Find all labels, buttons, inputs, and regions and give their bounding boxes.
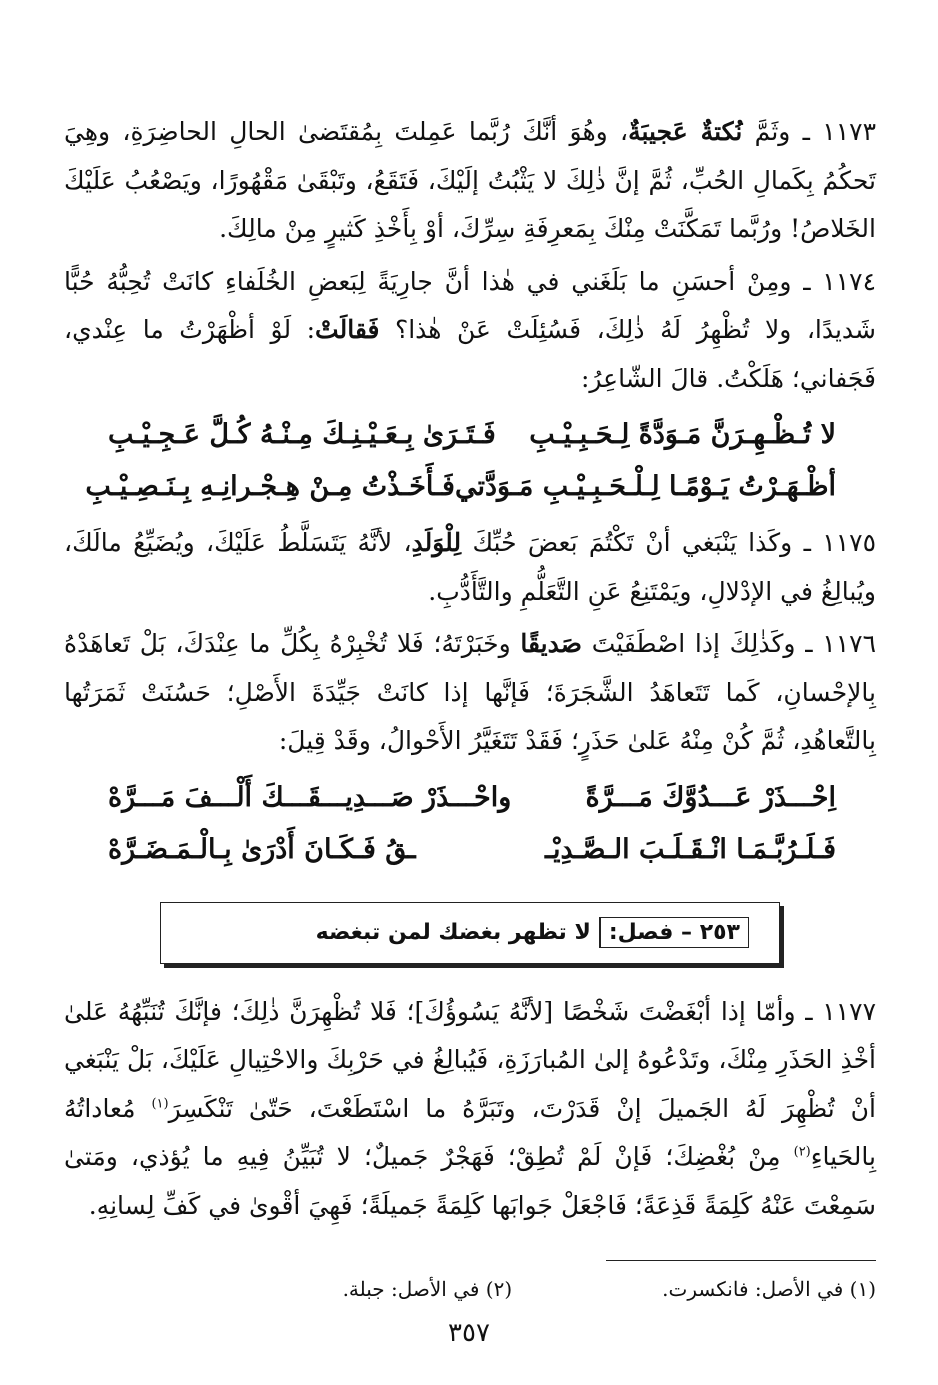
bold-phrase: صَديقًا xyxy=(520,629,582,658)
footnote-marker: (٢) xyxy=(793,1144,811,1160)
bold-phrase: لِلْوَلَدِ xyxy=(411,528,462,557)
poem-verse xyxy=(64,461,876,513)
section-number: ٢٥٣ – فصل: xyxy=(599,917,749,948)
poem-block xyxy=(64,409,876,513)
page-number: ٣٥٧ xyxy=(448,1318,490,1348)
footnote-divider xyxy=(606,1260,876,1261)
poem-verse xyxy=(64,772,876,824)
verse-second-hemistich: ـقُ فَـكَـانَ أَدْرَىٰ بِـالْـمَـضَـرَّهْ xyxy=(108,833,416,865)
bold-phrase: نُكتةٌ عَجيبَةٌ xyxy=(628,117,743,146)
footnote-marker: (١) xyxy=(151,1096,169,1112)
verse-first-hemistich: أظْـهَـرْتُ يَـوْمًـا لِـلْـحَـبِـيْـبِ مَـوَدَّتي xyxy=(454,471,836,502)
paragraph-1177: ١١٧٧ ـ وأمّا إذا أبْغَضْتَ شَخْصًا [لأنَّهُ يَسُوؤُكَ]؛ فَلا تُظْهِرَنَّ ذٰلِكَ؛ فإنَّكَ تُنَبِّهُهُ عَلىٰ أخْذِ الحَذَرِ مِنْكَ، وتَدْعُوهُ إلىٰ المُبارَزَةِ، فَيُبالِغُ في حَرْبِكَ والاحْتِيالِ عَلَيْكَ، بَلْ يَنْبَغي أنْ تُظْهِرَ لَهُ الجَميلَ إنْ قَدَرْتَ، وتَبَرَّهُ ما اسْتَطَعْتَ، حَتّىٰ تَنْكَسِرَ$^{(١)}$ مُعاداتُهُ بِالحَياءِ$^{(٢)}$ مِنْ بُغْضِكَ؛ فَإنْ لَمْ تُطِقْ؛ فَهَجْرٌ جَميلٌ؛ لا تُبَيِّنُ فِيهِ ما يُؤذي، ومَتىٰ سَمِعْتَ عَنْهُ كَلِمَةً قَذِعَةً؛ فَاجْعَلْ جَوابَها كَلِمَةً جَميلَةً؛ فَهِيَ أقْوىٰ في كَفِّ لِسانِهِ. xyxy=(64,996,876,1220)
paragraph-1173: ١١٧٣ ـ وثَمَّ نُكتةٌ عَجيبَةٌ، وهُوَ أنَّكَ رُبَّما عَمِلتَ بِمُقتَضىٰ الحالِ الحاضِرَةِ، وهِيَ تَحكُمُ بِكَمالِ الحُبِّ، ثُمَّ إنَّ ذٰلِكَ لا يَثْبُتُ إلَيْكَ، فَتَقَعُ، وتَبْقَىٰ مَقْهُورًا، ويَصْعُبُ عَلَيْكَ الخَلاصُ! ورُبَّما تَمَكَّنَتْ مِنْكَ بِمَعرِفَةِ سِرِّكَ، أوْ بِأَخْذِ كَثيرٍ مِنْ مالِكَ. xyxy=(64,117,876,243)
poem-verse xyxy=(64,824,876,876)
section-title: لا تظهر بغضك لمن تبغضه xyxy=(315,920,591,945)
paragraph-1175: ١١٧٥ ـ وكَذا يَنْبَغي أنْ تَكْتُمَ بَعضَ حُبِّكَ لِلْوَلَدِ، لأنَّهُ يَتَسَلَّطُ عَلَيْكَ، ويُضَيِّعُ مالَكَ، ويُبالِغُ في الإدْلالِ، ويَمْتَنِعُ عَنِ التَّعَلُّمِ والتَّأَدُّبِ. xyxy=(64,528,876,606)
paragraph-1174: ١١٧٤ ـ ومِنْ أحسَنِ ما بَلَغَني في هٰذا أنَّ جارِيَةً لِبَعضِ الخُلَفاءِ كانَتْ تُحِبُّهُ حُبًّا شَديدًا، ولا تُظْهِرُ لَهُ ذٰلِكَ، فَسُئِلَتْ عَنْ هٰذا؟ فَقالَتْ: لَوْ أظْهَرْتُ ما عِنْدي، فَجَفاني؛ هَلَكْتُ. قالَ الشّاعِرُ: xyxy=(64,266,876,393)
footnote-1: (١) في الأصل: فانكسرت. xyxy=(662,1277,876,1301)
verse-first-hemistich: اِحْـــذَرْ عَـــدُوَّكَ مَـــرَّةً xyxy=(585,781,836,813)
poem-block xyxy=(64,772,876,876)
verse-second-hemistich: فَـأَخَـذْتُ مِـنْ هِـجْـرانِـهِ بِـنَـصِـيْـبِ xyxy=(85,471,455,502)
poem-verse xyxy=(64,409,876,461)
verse-second-hemistich: واحْـــذَرْ صَـــدِيـــقَـــكَ أَلْـــفَ مَـــرَّهْ xyxy=(108,781,512,813)
verse-first-hemistich: فَـلَـرُبَّـمَـا انْـقَـلَـبَ الـصَّـدِيْـ xyxy=(545,833,836,865)
footnotes xyxy=(64,1277,876,1301)
bold-phrase: فَقالَتْ xyxy=(315,315,380,344)
section-heading-box xyxy=(160,902,780,964)
verse-second-hemistich: فَـتَـرَىٰ بِـعَـيْـنِـكَ مِـنْـهُ كُـلَّ عَـجِـيْـبِ xyxy=(108,419,496,450)
paragraph-1176: ١١٧٦ ـ وكَذٰلِكَ إذا اصْطَفَيْتَ صَديقًا وخَبَرْتَهُ؛ فَلا تُخْبِرْهُ بِكُلِّ ما عِنْدَكَ، بَلْ تَعاهَدْهُ بِالإحْسانِ، كَما تَتَعاهَدُ الشَّجَرَةَ؛ فَإنَّها إذا كانَتْ جَيِّدَةَ الأَصْلِ؛ حَسُنَتْ ثَمَرَتُها بِالتَّعاهُدِ، ثُمَّ كُنْ مِنْهُ عَلىٰ حَذَرٍ؛ فَقَدْ تَتَغَيَّرُ الأَحْوالُ، وقَدْ قِيلَ: xyxy=(64,629,876,755)
footnote-2: (٢) في الأصل: جبلة. xyxy=(342,1277,513,1301)
verse-first-hemistich: لا تُـظْـهِـرَنَّ مَـوَدَّةً لِـحَـبِـيْـبِ xyxy=(529,419,836,450)
